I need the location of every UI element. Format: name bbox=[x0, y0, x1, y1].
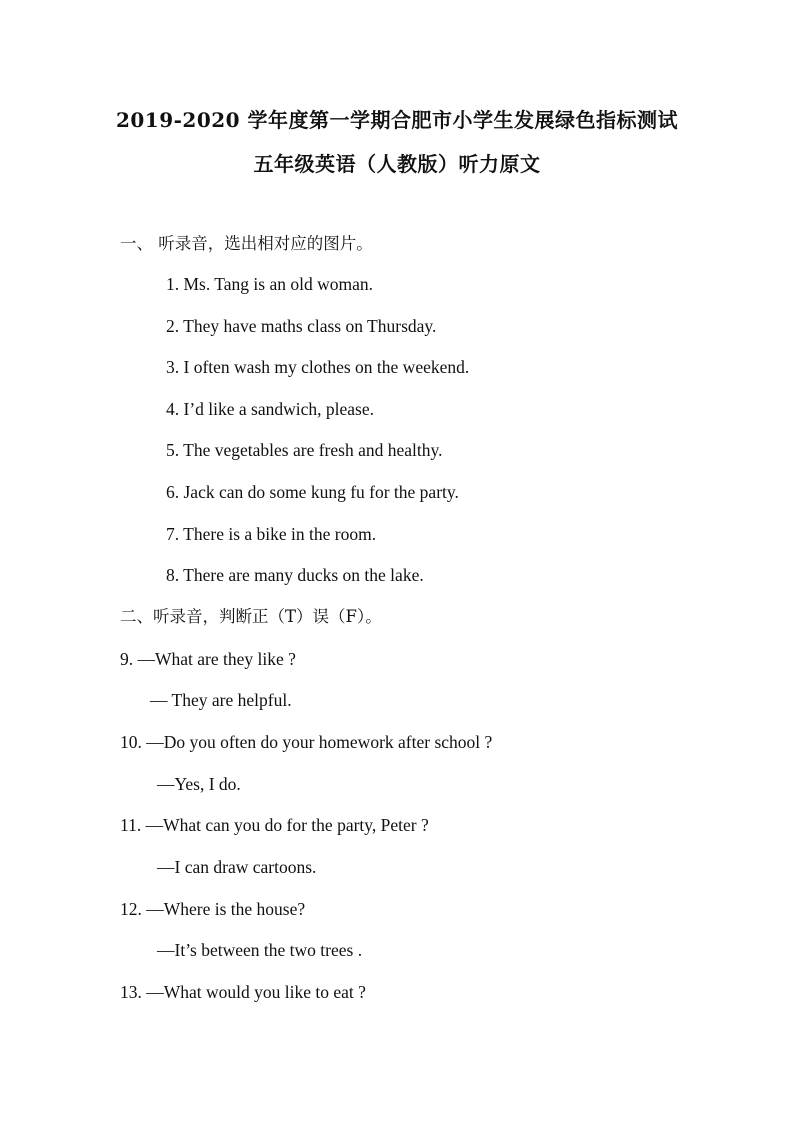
section-2-heading: 二、听录音，判断正（T）误（F）。 bbox=[120, 607, 382, 626]
dialogue-answer: — They are helpful. bbox=[150, 690, 292, 710]
listening-item: 1. Ms. Tang is an old woman. bbox=[166, 274, 373, 294]
listening-item: 6. Jack can do some kung fu for the party. bbox=[166, 482, 459, 502]
listening-item: 5. The vegetables are fresh and healthy. bbox=[166, 440, 443, 460]
section-1-heading: 一、 听录音，选出相对应的图片。 bbox=[120, 234, 373, 253]
listening-item: 2. They have maths class on Thursday. bbox=[166, 316, 437, 336]
dialogue-question: 9. —What are they like ? bbox=[120, 649, 296, 669]
listening-item: 8. There are many ducks on the lake. bbox=[166, 565, 424, 585]
document-title: 2019-2020 学年度第一学期合肥市小学生发展绿色指标测试 bbox=[115, 108, 679, 132]
listening-item: 3. I often wash my clothes on the weekend. bbox=[166, 357, 470, 377]
dialogue-answer: —I can draw cartoons. bbox=[157, 857, 317, 877]
dialogue-question: 13. —What would you like to eat ? bbox=[120, 982, 366, 1002]
dialogue-answer: —It’s between the two trees . bbox=[157, 940, 363, 960]
listening-item: 4. I’d like a sandwich, please. bbox=[166, 399, 374, 419]
dialogue-answer: —Yes, I do. bbox=[157, 774, 241, 794]
dialogue-question: 10. —Do you often do your homework after school ? bbox=[120, 732, 493, 752]
dialogue-question: 11. —What can you do for the party, Peter ? bbox=[120, 815, 429, 835]
document-subtitle: 五年级英语（人教版）听力原文 bbox=[253, 152, 541, 176]
listening-item: 7. There is a bike in the room. bbox=[166, 524, 377, 544]
dialogue-question: 12. —Where is the house? bbox=[120, 899, 306, 919]
